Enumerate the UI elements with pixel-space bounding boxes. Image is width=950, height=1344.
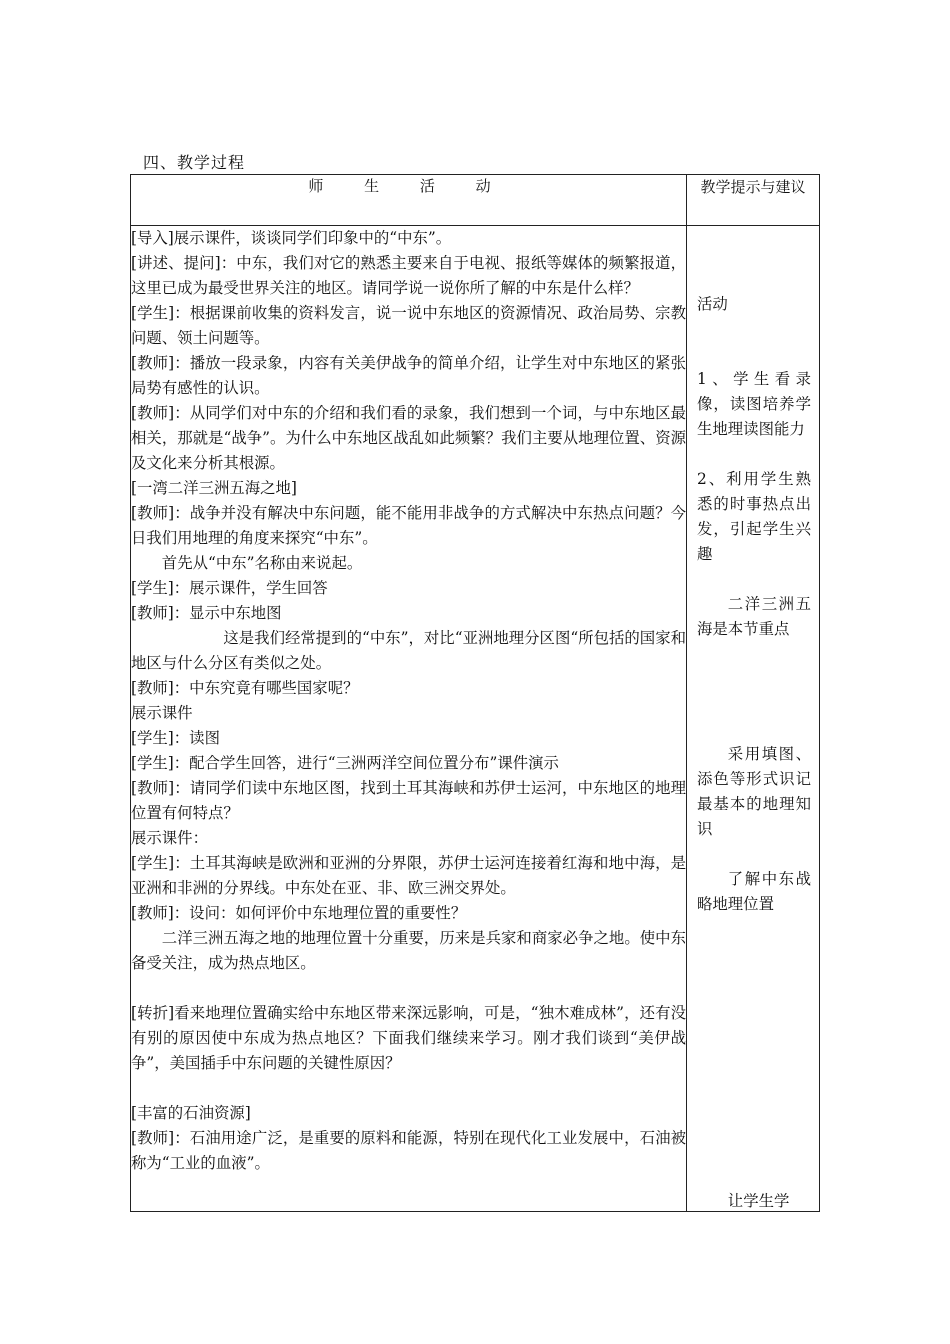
- section-heading: [一湾二洋三洲五海之地]: [131, 479, 297, 497]
- paragraph: [学生]：读图: [131, 729, 220, 747]
- tip-note: 二洋三洲五海是本节重点: [697, 595, 811, 638]
- lesson-table: [130, 174, 820, 1212]
- paragraph: [教师]：设问：如何评价中东地理位置的重要性？: [131, 904, 467, 922]
- section-heading: [丰富的石油资源]: [131, 1104, 251, 1122]
- header-teaching-tips: 教学提示与建议: [687, 175, 820, 226]
- tips-cell: [687, 226, 820, 1212]
- paragraph: [教师]：中东究竟有哪些国家呢？: [131, 679, 359, 697]
- paragraph: [转折]看来地理位置确实给中东地区带来深远影响，可是，“独木难成林”，还有没有别的原因使中东成为热点地区？下面我们继续来学习。刚才我们谈到“美伊战争”，美国插手中东问题的关键性原因？: [131, 1004, 686, 1072]
- paragraph: 首先从“中东”名称由来说起。: [161, 554, 363, 572]
- paragraph: 展示课件：: [131, 829, 208, 847]
- paragraph: [教师]：战争并没有解决中东问题，能不能用非战争的方式解决中东热点问题？今日我们用地理的角度来探究“中东”。: [131, 504, 686, 547]
- paragraph: [教师]：播放一段录象，内容有关美伊战争的简单介绍，让学生对中东地区的紧张局势有感性的认识。: [131, 354, 686, 397]
- paragraph: 这是我们经常提到的“中东”，对比“亚洲地理分区图“所包括的国家和地区与什么分区有类似之处。: [131, 629, 686, 672]
- paragraph: [教师]：从同学们对中东的介绍和我们看的录象，我们想到一个词，与中东地区最相关，那就是“战争”。为什么中东地区战乱如此频繁？我们主要从地理位置、资源及文化来分析其根源。: [131, 404, 686, 472]
- paragraph: 二洋三洲五海之地的地理位置十分重要，历来是兵家和商家必争之地。使中东备受关注，成为热点地区。: [131, 929, 686, 972]
- header-teacher-student-activity: 师 生 活 动: [131, 175, 687, 226]
- tip-note: 活动: [697, 295, 728, 313]
- paragraph: [教师]：显示中东地图: [131, 604, 282, 622]
- paragraph: [学生]：配合学生回答，进行“三洲两洋空间位置分布”课件演示: [131, 754, 559, 772]
- section-title: 四、教学过程: [143, 153, 246, 172]
- tip-note: 2、利用学生熟悉的时事热点出发，引起学生兴趣: [697, 470, 811, 563]
- paragraph: 展示课件: [131, 704, 193, 722]
- paragraph: [学生]：根据课前收集的资料发言，说一说中东地区的资源情况、政治局势、宗教问题、领土问题等。: [131, 304, 686, 347]
- paragraph: [教师]：石油用途广泛，是重要的原料和能源，特别在现代化工业发展中，石油被称为“工业的血液”。: [131, 1129, 686, 1172]
- paragraph: [讲述、提问]：中东，我们对它的熟悉主要来自于电视、报纸等媒体的频繁报道，这里已成为最受世界关注的地区。请同学说一说你所了解的中东是什么样？: [131, 254, 686, 297]
- paragraph: [教师]：请同学们读中东地区图，找到土耳其海峡和苏伊士运河，中东地区的地理位置有何特点？: [131, 779, 686, 822]
- table-body-row: [131, 226, 820, 1212]
- paragraph: [学生]：土耳其海峡是欧洲和亚洲的分界限，苏伊士运河连接着红海和地中海，是亚洲和非洲的分界线。中东处在亚、非、欧三洲交界处。: [131, 854, 686, 897]
- tip-note: 让学生学: [727, 1192, 790, 1210]
- tip-note: 采用填图、添色等形式识记最基本的地理知识: [697, 745, 811, 838]
- paragraph: [学生]：展示课件，学生回答: [131, 579, 328, 597]
- paragraph: [导入]展示课件，谈谈同学们印象中的“中东”。: [131, 229, 452, 247]
- activity-cell: [131, 226, 687, 1212]
- tip-note: 了解中东战略地理位置: [697, 870, 811, 913]
- table-header-row: [131, 175, 820, 226]
- tip-note: 1、学生看录像，读图培养学生地理读图能力: [697, 370, 811, 438]
